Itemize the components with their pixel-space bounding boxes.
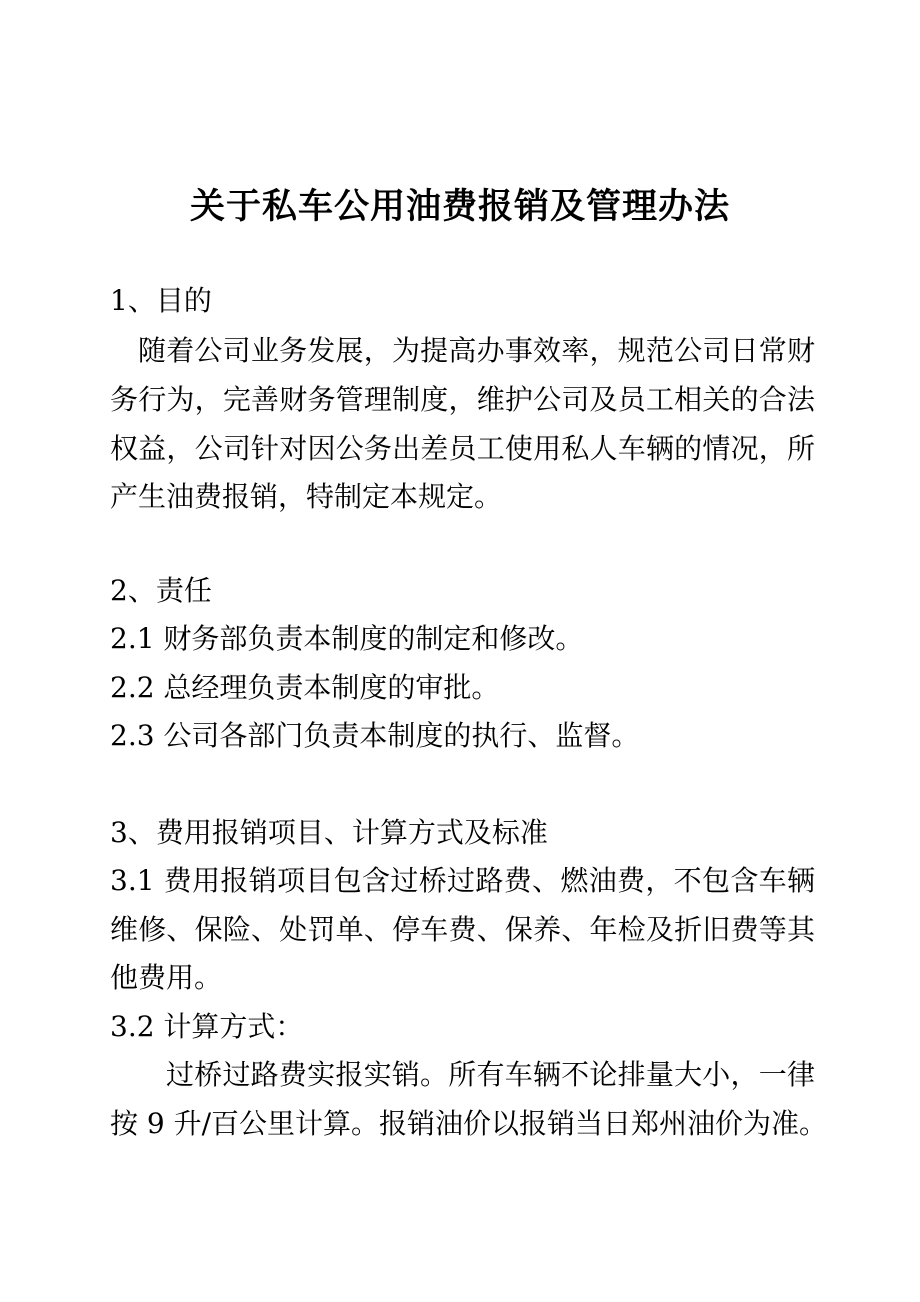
section-heading-responsibility: 2、责任 — [110, 574, 212, 607]
purpose-text-line-4: 产生油费报销，特制定本规定。 — [110, 480, 503, 513]
purpose-text-line-3: 权益，公司针对因公务出差员工使用私人车辆的情况，所 — [110, 432, 815, 465]
responsibility-item-2-3: 2.3 公司各部门负责本制度的执行、监督。 — [110, 719, 640, 752]
purpose-text-line-2: 务行为，完善财务管理制度，维护公司及员工相关的合法 — [110, 383, 815, 416]
expense-item-3-1-line-2: 维修、保险、处罚单、停车费、保养、年检及折旧费等其 — [110, 913, 815, 946]
calculation-method-heading: 3.2 计算方式： — [110, 1010, 304, 1043]
responsibility-item-2-1: 2.1 财务部负责本制度的制定和修改。 — [110, 622, 584, 655]
expense-item-3-1-line-3: 他费用。 — [110, 961, 223, 994]
purpose-text-line-1: 随着公司业务发展，为提高办事效率，规范公司日常财 — [138, 334, 815, 367]
section-heading-expenses: 3、费用报销项目、计算方式及标准 — [110, 816, 548, 849]
document-title: 关于私车公用油费报销及管理办法 — [189, 186, 730, 227]
calculation-method-line-1: 过桥过路费实报实销。所有车辆不论排量大小，一律 — [166, 1058, 815, 1091]
calculation-method-line-2: 按 9 升/百公里计算。报销油价以报销当日郑州油价为准。 — [110, 1107, 828, 1140]
responsibility-item-2-2: 2.2 总经理负责本制度的审批。 — [110, 671, 500, 704]
section-heading-purpose: 1、目的 — [110, 284, 212, 317]
expense-item-3-1-line-1: 3.1 费用报销项目包含过桥过路费、燃油费，不包含车辆 — [110, 864, 815, 897]
